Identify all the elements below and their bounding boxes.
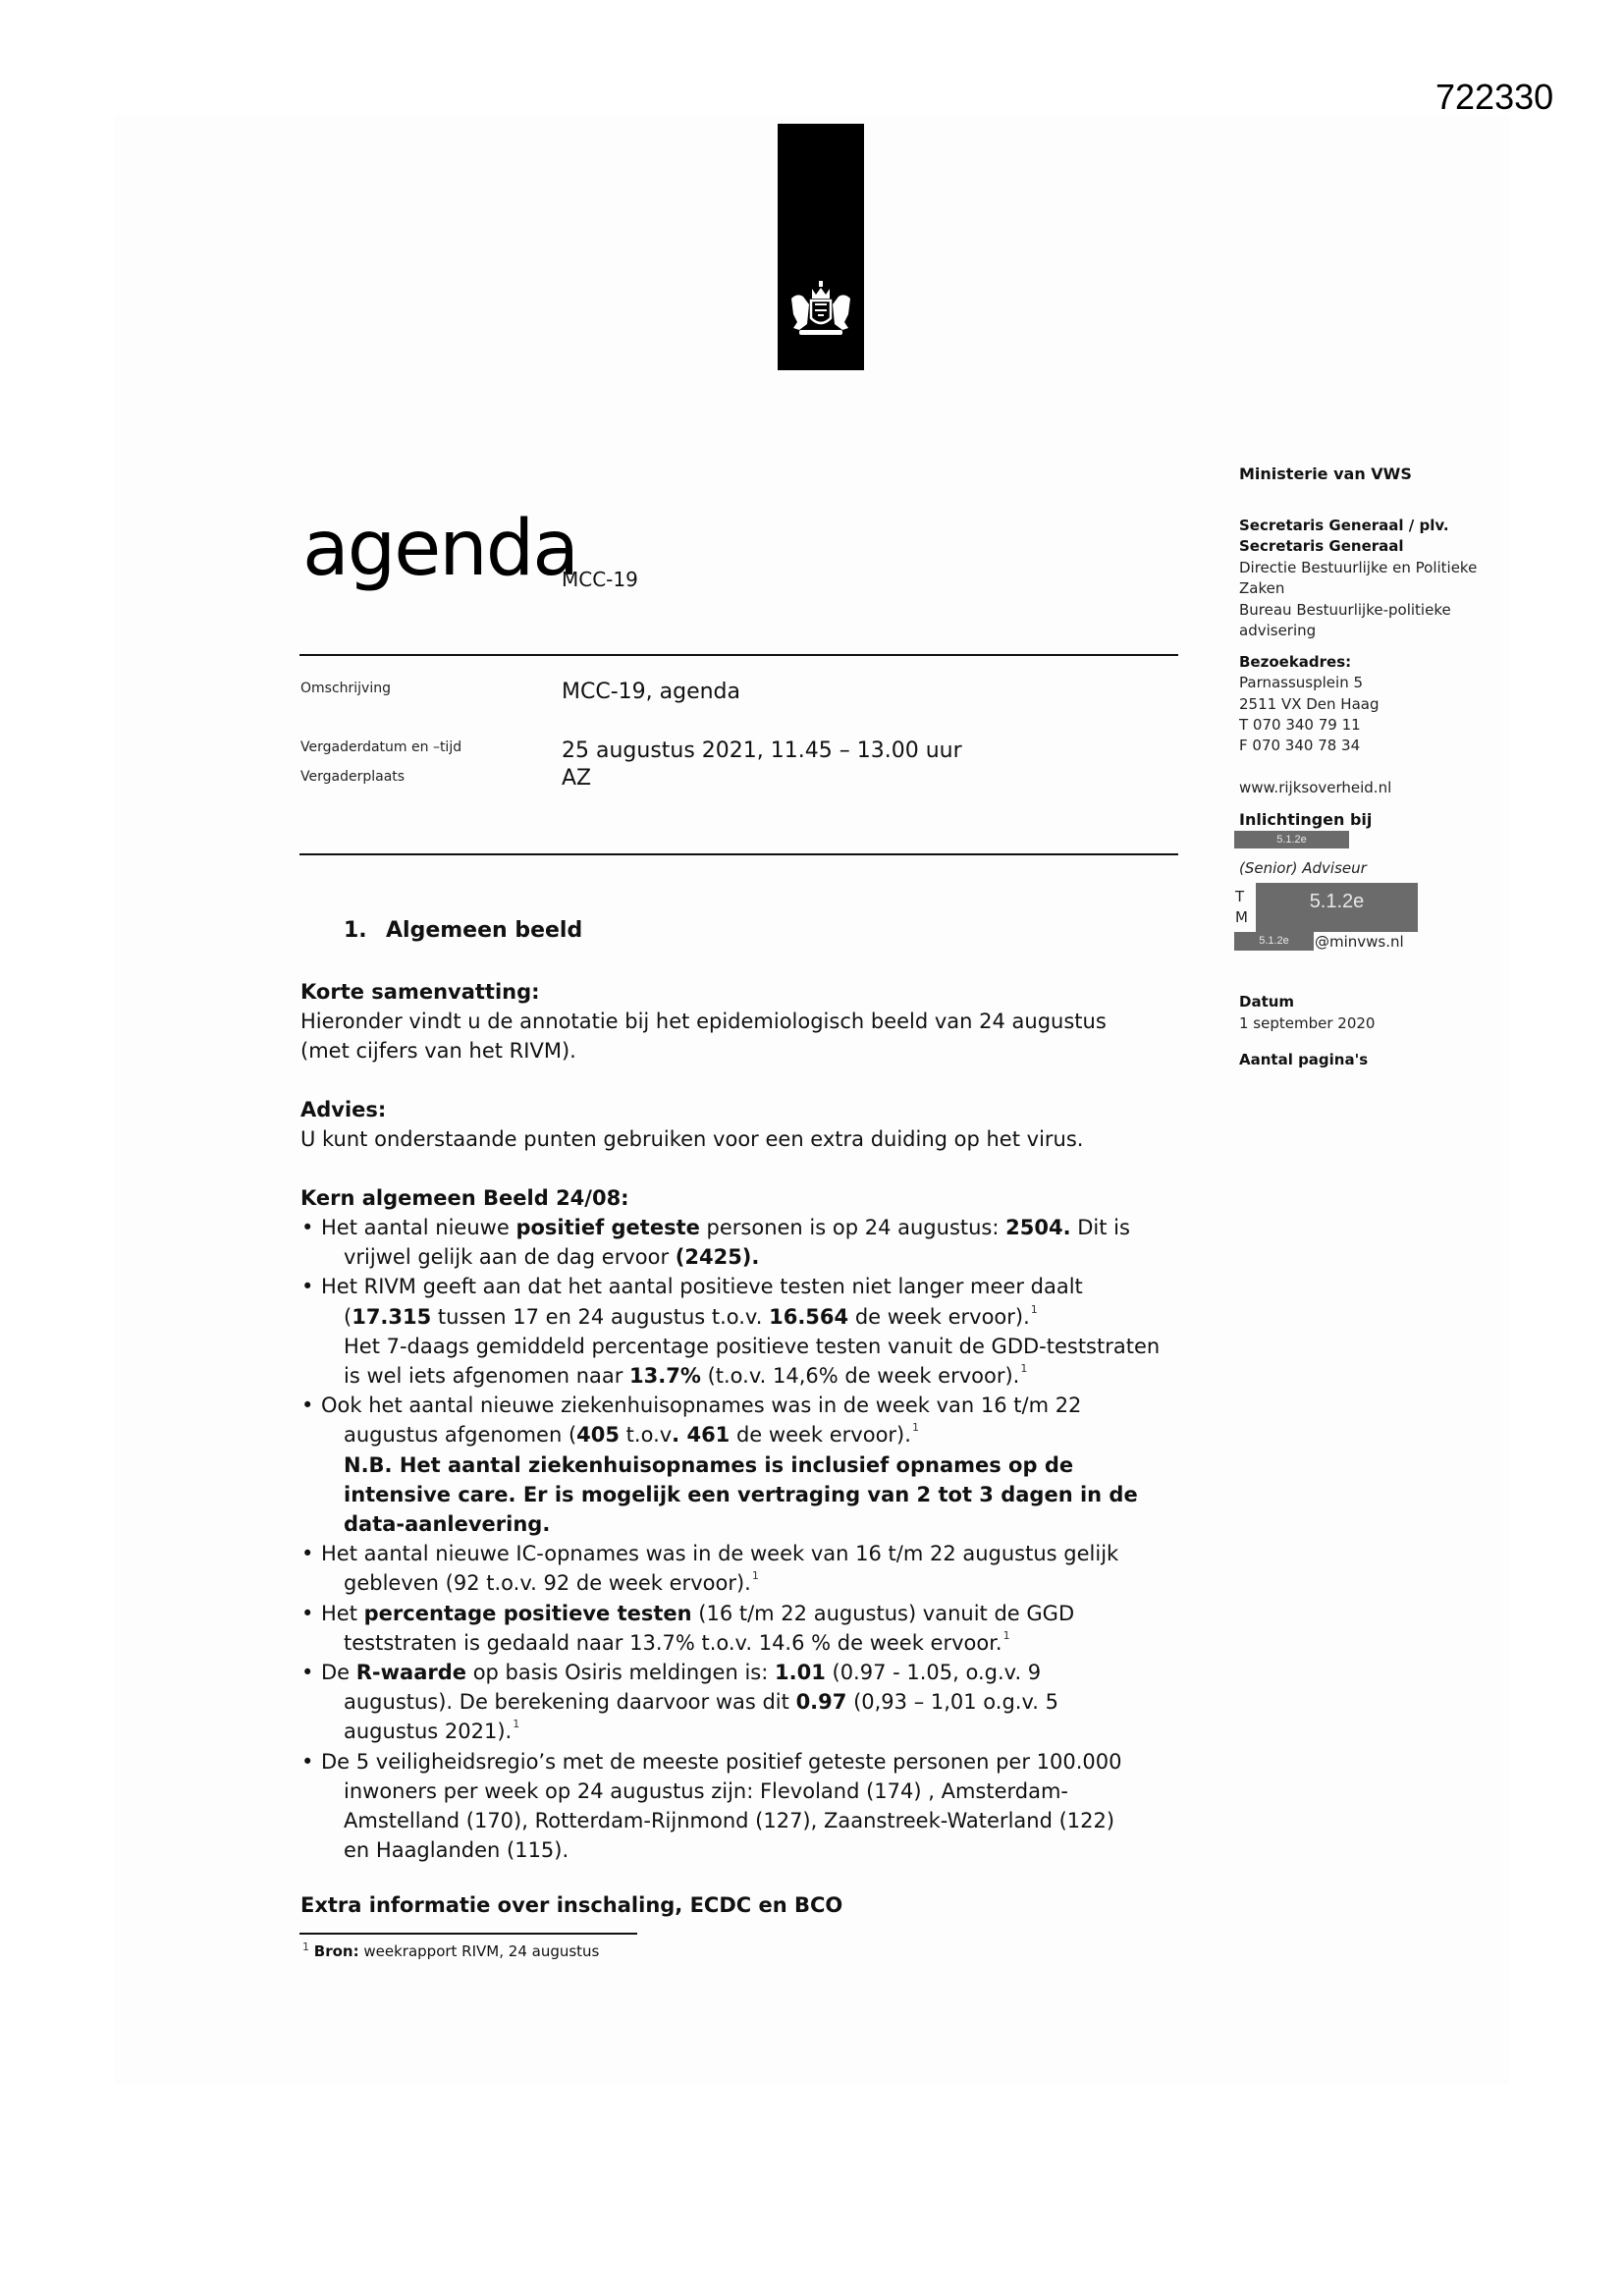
document-number: 722330: [1435, 77, 1554, 117]
bullet-icon: •: [301, 1749, 314, 1774]
footnote-text: weekrapport RIVM, 24 augustus: [358, 1942, 600, 1960]
bullet-line: is wel iets afgenomen naar 13.7% (t.o.v. 14,6% de week ervoor).$^1$: [344, 1362, 1028, 1388]
sidebar-email-suffix: @minvws.nl: [1315, 933, 1404, 951]
rijksoverheid-logo-bar: [778, 124, 864, 370]
sidebar-dept-line: Zaken: [1239, 579, 1285, 597]
summary-heading: Korte samenvatting:: [300, 980, 540, 1004]
bullet-line: teststraten is gedaald naar 13.7% t.o.v. 14.6 % de week ervoor.$^1$: [344, 1628, 1010, 1655]
bullet-line: De R-waarde op basis Osiris meldingen is: 1.01 (0.97 - 1.05, o.g.v. 9: [321, 1661, 1042, 1684]
sidebar-dept: Secretaris Generaal: [1239, 537, 1404, 555]
bullet-icon: •: [301, 1216, 314, 1239]
sidebar-pages-label: Aantal pagina's: [1239, 1051, 1369, 1068]
summary-line: (met cijfers van het RIVM).: [300, 1039, 576, 1063]
sidebar-phone: T 070 340 79 11: [1239, 716, 1361, 734]
sidebar-role: (Senior) Adviseur: [1239, 859, 1367, 877]
bullet-line: De 5 veiligheidsregio’s met de meeste positief geteste personen per 100.000: [321, 1749, 1122, 1774]
sidebar-dept-line: Bureau Bestuurlijke-politieke: [1239, 601, 1451, 619]
sidebar-ministry: Ministerie van VWS: [1239, 465, 1412, 483]
bullet-icon: •: [301, 1601, 314, 1625]
sidebar-date-value: 1 september 2020: [1239, 1014, 1376, 1032]
footnote-divider: [299, 1933, 637, 1935]
redaction-box: 5.1.2e: [1256, 883, 1418, 932]
footnote-marker: 1: [302, 1941, 309, 1953]
page-title: agenda: [302, 505, 578, 593]
divider: [299, 654, 1178, 656]
core-heading: Kern algemeen Beeld 24/08:: [300, 1186, 629, 1210]
meta-label-plaats: Vergaderplaats: [300, 769, 406, 785]
bullet-line: Het percentage positieve testen (16 t/m 22 augustus) vanuit de GGD: [321, 1601, 1075, 1625]
bullet-line: Het aantal nieuwe IC-opnames was in de week van 16 t/m 22 augustus gelijk: [321, 1542, 1119, 1566]
bullet-line: gebleven (92 t.o.v. 92 de week ervoor).$^1$: [344, 1569, 759, 1596]
sidebar-fax: F 070 340 78 34: [1239, 737, 1361, 754]
bullet-line: vrijwel gelijk aan de dag ervoor (2425).: [344, 1245, 760, 1270]
bullet-line: inwoners per week op 24 augustus zijn: Flevoland (174) , Amsterdam-: [344, 1778, 1069, 1803]
divider: [299, 853, 1178, 855]
meta-label-omschrijving: Omschrijving: [300, 681, 391, 696]
redaction-box: 5.1.2e: [1234, 932, 1314, 951]
sidebar-dept: Secretaris Generaal / plv.: [1239, 517, 1449, 534]
bullet-line: intensive care. Er is mogelijk een vertraging van 2 tot 3 dagen in de: [344, 1482, 1138, 1506]
sidebar-dept-line: advisering: [1239, 622, 1317, 639]
bullet-line: Ook het aantal nieuwe ziekenhuisopnames was in de week van 16 t/m 22: [321, 1394, 1082, 1418]
bullet-line: Het 7-daags gemiddeld percentage positieve testen vanuit de GDD-teststraten: [344, 1334, 1161, 1358]
sidebar-dept-line: Directie Bestuurlijke en Politieke: [1239, 559, 1478, 576]
sidebar-contact-label: Inlichtingen bij: [1239, 810, 1373, 829]
footnote-label: Bron:: [313, 1942, 359, 1960]
bullet-line: data-aanlevering.: [344, 1512, 551, 1536]
meta-value-plaats: AZ: [562, 766, 592, 791]
advice-heading: Advies:: [300, 1098, 387, 1121]
meta-value-omschrijving: MCC-19, agenda: [562, 680, 740, 704]
bullet-line: augustus 2021).$^1$: [344, 1718, 520, 1744]
meta-value-datum: 25 augustus 2021, 11.45 – 13.00 uur: [562, 738, 962, 763]
advice-text: U kunt onderstaande punten gebruiken voor een extra duiding op het virus.: [300, 1127, 1084, 1151]
footnote: [301, 1942, 599, 1960]
summary-line: Hieronder vindt u de annotatie bij het epidemiologisch beeld van 24 augustus: [300, 1010, 1107, 1033]
bullet-icon: •: [301, 1542, 314, 1566]
sidebar-address-label: Bezoekadres:: [1239, 653, 1352, 671]
bullet-line: (17.315 tussen 17 en 24 augustus t.o.v. 16.564 de week ervoor).$^1$: [344, 1302, 1038, 1329]
section-title: Algemeen beeld: [386, 918, 583, 943]
bullet-line: Het RIVM geeft aan dat het aantal positieve testen niet langer meer daalt: [321, 1275, 1083, 1299]
extra-heading: Extra informatie over inschaling, ECDC en BCO: [300, 1893, 843, 1917]
sidebar-website-link[interactable]: www.rijksoverheid.nl: [1239, 779, 1392, 796]
bullet-icon: •: [301, 1394, 314, 1418]
bullet-icon: •: [301, 1661, 314, 1684]
sidebar-address-line: Parnassusplein 5: [1239, 674, 1364, 691]
sidebar-phone-t: T: [1235, 888, 1245, 905]
sidebar-date-label: Datum: [1239, 993, 1295, 1011]
sidebar-phone-m: M: [1235, 908, 1248, 926]
sidebar-address-line: 2511 VX Den Haag: [1239, 695, 1380, 713]
bullet-line: en Haaglanden (115).: [344, 1838, 569, 1863]
section-number: 1.: [344, 918, 367, 943]
royal-coat-of-arms-icon: [785, 279, 856, 342]
bullet-line: augustus). De berekening daarvoor was dit 0.97 (0,93 – 1,01 o.g.v. 5: [344, 1690, 1058, 1715]
bullet-line: augustus afgenomen (405 t.o.v. 461 de week ervoor).$^1$: [344, 1421, 919, 1448]
bullet-line: Amstelland (170), Rotterdam-Rijnmond (127), Zaanstreek-Waterland (122): [344, 1809, 1115, 1832]
page-subtitle: MCC-19: [562, 568, 638, 591]
meta-label-datum: Vergaderdatum en –tijd: [300, 739, 462, 755]
bullet-line: N.B. Het aantal ziekenhuisopnames is inclusief opnames op de: [344, 1452, 1074, 1477]
redaction-box: 5.1.2e: [1234, 831, 1349, 848]
bullet-line: Het aantal nieuwe positief geteste personen is op 24 augustus: 2504. Dit is: [321, 1216, 1130, 1239]
bullet-icon: •: [301, 1275, 314, 1299]
